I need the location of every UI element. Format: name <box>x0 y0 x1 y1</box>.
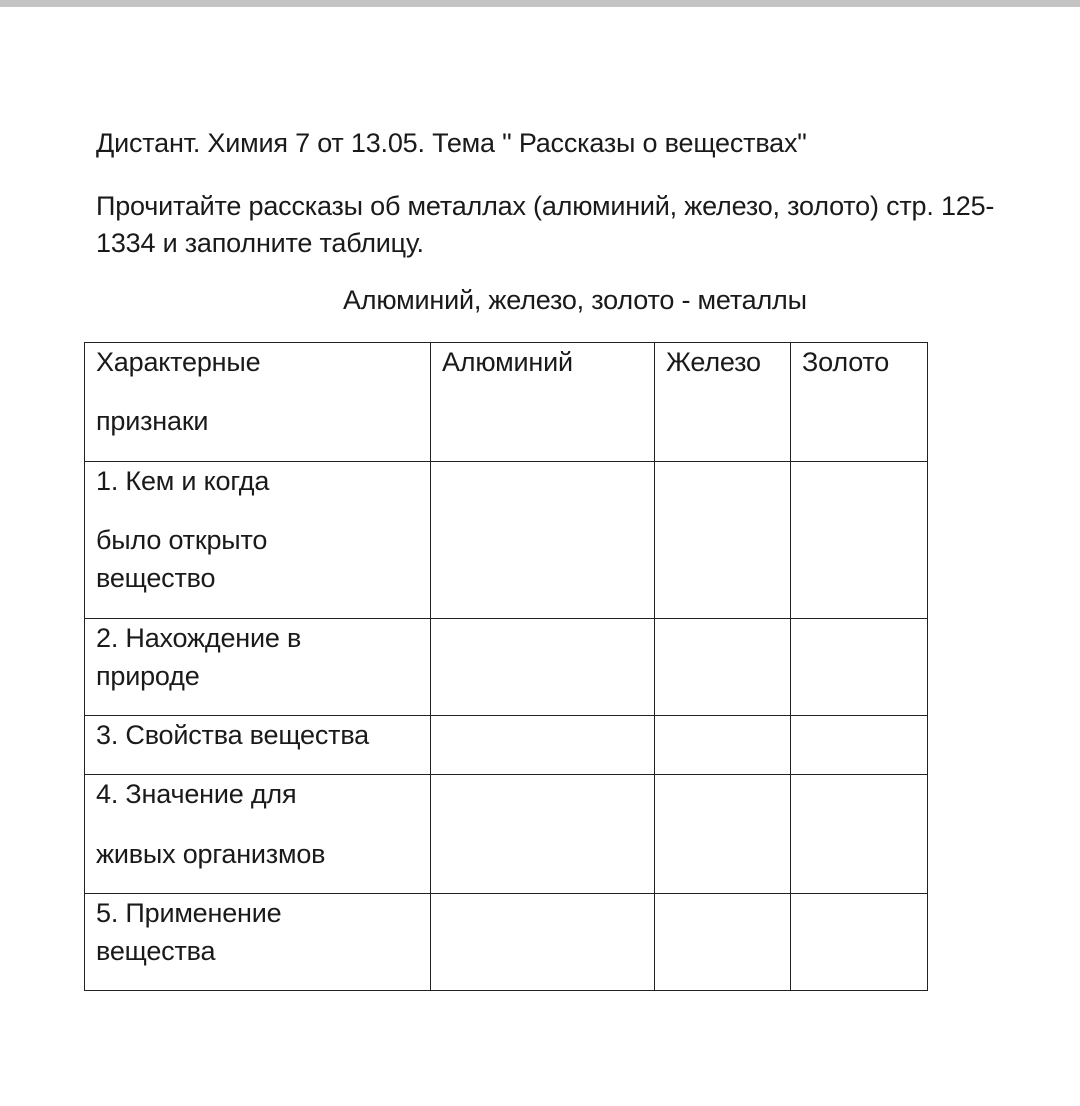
empty-cell-iron <box>655 775 791 894</box>
row-label-cell <box>85 716 431 775</box>
header-features-line2: признаки <box>96 406 209 436</box>
table-row <box>85 619 928 716</box>
empty-cell-iron <box>655 894 791 991</box>
top-border-bar <box>0 0 1080 7</box>
row-label-line: 1. Кем и когда <box>96 466 270 496</box>
header-cell-aluminium: Алюминий <box>431 343 655 462</box>
row-label-cell <box>85 462 431 619</box>
table-row <box>85 775 928 894</box>
row-label-line: вещество <box>96 563 216 593</box>
empty-cell-gold <box>791 619 928 716</box>
empty-cell-aluminium <box>431 716 655 775</box>
table-header-row <box>85 343 928 462</box>
empty-cell-iron <box>655 619 791 716</box>
empty-cell-iron <box>655 716 791 775</box>
row-label-line: вещества <box>96 936 216 966</box>
metals-table <box>84 342 928 991</box>
row-label-line: было открыто <box>96 525 268 555</box>
row-label-cell <box>85 894 431 991</box>
empty-cell-iron <box>655 462 791 619</box>
table-caption: Алюминий, железо, золото - металлы <box>343 285 807 315</box>
header-cell-features <box>85 343 431 462</box>
empty-cell-gold <box>791 462 928 619</box>
row-label-line: живых организмов <box>96 839 326 869</box>
header-cell-gold: Золото <box>791 343 928 462</box>
header-cell-iron: Железо <box>655 343 791 462</box>
table-row <box>85 894 928 991</box>
empty-cell-gold <box>791 775 928 894</box>
row-label-cell <box>85 619 431 716</box>
empty-cell-gold <box>791 894 928 991</box>
table-row <box>85 462 928 619</box>
document-title: Дистант. Химия 7 от 13.05. Тема " Рассказы о веществах" <box>96 128 807 158</box>
row-label-cell <box>85 775 431 894</box>
row-label-line: 4. Значение для <box>96 779 297 809</box>
row-label-line: природе <box>96 661 200 691</box>
table-row <box>85 716 928 775</box>
assignment-instruction: Прочитайте рассказы об металлах (алюминий, железо, золото) стр. 125-1334 и заполните таблицу. <box>96 191 995 258</box>
empty-cell-gold <box>791 716 928 775</box>
header-features-line1: Характерные <box>96 347 261 377</box>
empty-cell-aluminium <box>431 775 655 894</box>
row-label-line: 3. Свойства вещества <box>96 720 369 750</box>
row-label-line: 5. Применение <box>96 898 282 928</box>
empty-cell-aluminium <box>431 619 655 716</box>
empty-cell-aluminium <box>431 462 655 619</box>
empty-cell-aluminium <box>431 894 655 991</box>
row-label-line: 2. Нахождение в <box>96 623 302 653</box>
